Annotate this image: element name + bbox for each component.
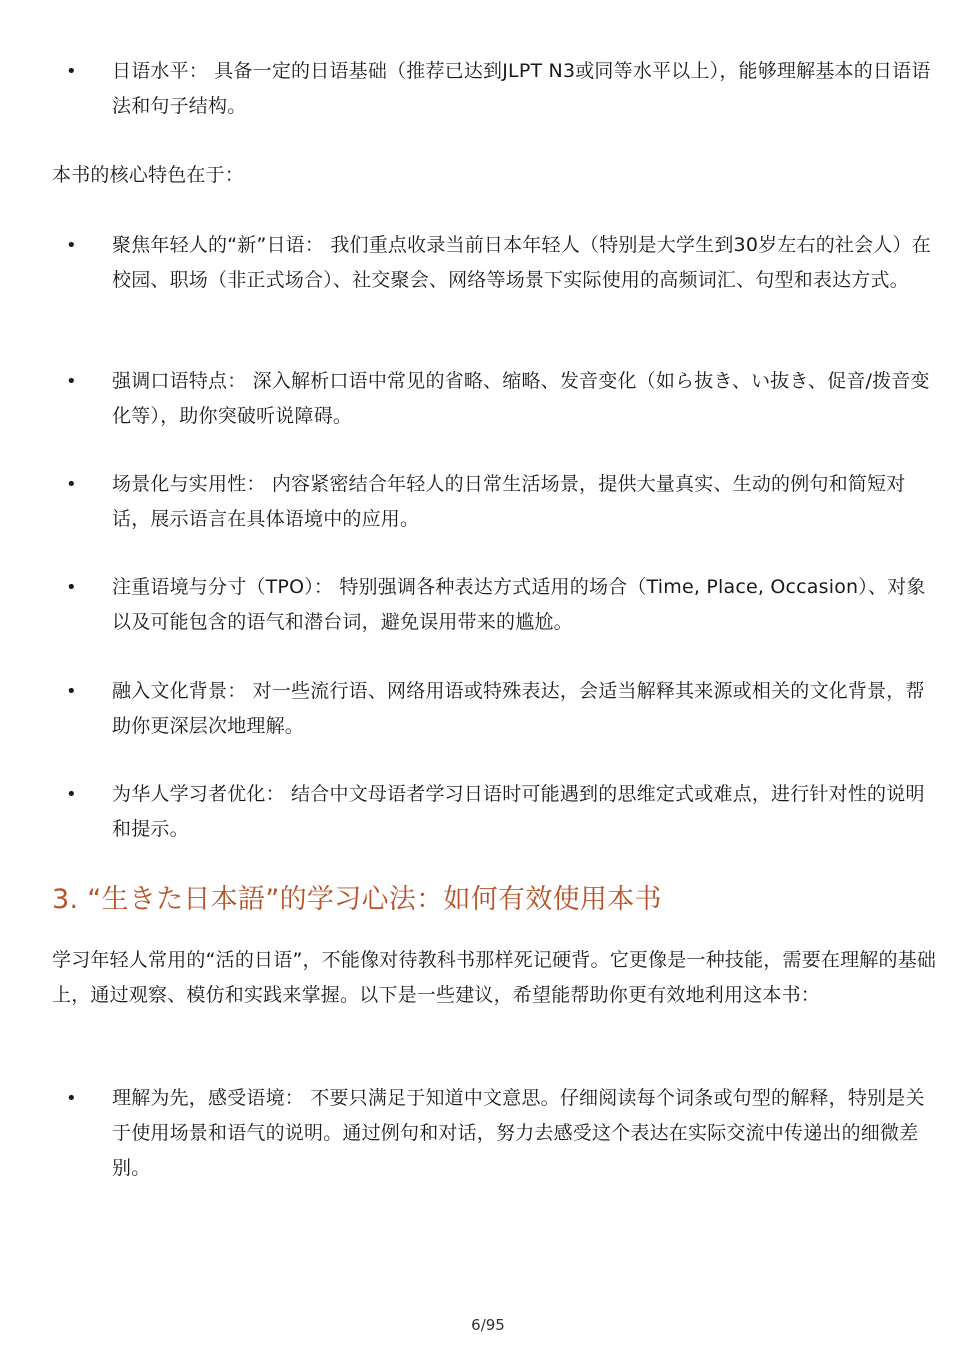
list-item-text: 理解为先，感受语境： 不要只满足于知道中文意思。仔细阅读每个词条或句型的解释，特别是关于使用场景和语气的说明。通过例句和对话，努力去感受这个表达在实际交流中传递出的细微差别。	[112, 1087, 925, 1179]
bullet-icon: •	[66, 61, 77, 82]
list-item-text: 场景化与实用性： 内容紧密结合年轻人的日常生活场景，提供大量真实、生动的例句和简短对话，展示语言在具体语境中的应用。	[112, 473, 906, 530]
bullet-icon: •	[66, 474, 77, 495]
bullet-icon: •	[66, 235, 77, 256]
bullet-icon: •	[66, 577, 77, 598]
list-item-text: 为华人学习者优化： 结合中文母语者学习日语时可能遇到的思维定式或难点，进行针对性的说明和提示。	[112, 783, 925, 840]
section-intro: 学习年轻人常用的“活的日语”，不能像对待教科书那样死记硬背。它更像是一种技能，需要在理解的基础上，通过观察、模仿和实践来掌握。以下是一些建议，希望能帮助你更有效地利用这本书：	[52, 949, 937, 1006]
bullet-icon: •	[66, 371, 77, 392]
list-item-text: 日语水平： 具备一定的日语基础（推荐已达到JLPT N3或同等水平以上），能够理解基本的日语语法和句子结构。	[112, 60, 931, 117]
section-heading: 3. “生きた日本語”的学习心法：如何有效使用本书	[52, 884, 662, 915]
bullet-icon: •	[66, 1088, 77, 1109]
bullet-icon: •	[66, 681, 77, 702]
list-item-text: 聚焦年轻人的“新”日语： 我们重点收录当前日本年轻人（特别是大学生到30岁左右的社会人）在校园、职场（非正式场合）、社交聚会、网络等场景下实际使用的高频词汇、句型和表达方式。	[112, 234, 931, 291]
list-item-text: 融入文化背景： 对一些流行语、网络用语或特殊表达，会适当解释其来源或相关的文化背景，帮助你更深层次地理解。	[112, 680, 925, 737]
list-item-text: 强调口语特点： 深入解析口语中常见的省略、缩略、发音变化（如ら抜き、い抜き、促音/拨音变化等），助你突破听说障碍。	[112, 370, 930, 427]
page-number: 6/95	[471, 1316, 505, 1334]
bullet-icon: •	[66, 784, 77, 805]
list-item-text: 注重语境与分寸（TPO）： 特别强调各种表达方式适用的场合（Time, Place, Occasion）、对象以及可能包含的语气和潜台词，避免误用带来的尴尬。	[112, 576, 926, 633]
features-intro: 本书的核心特色在于：	[52, 164, 245, 186]
